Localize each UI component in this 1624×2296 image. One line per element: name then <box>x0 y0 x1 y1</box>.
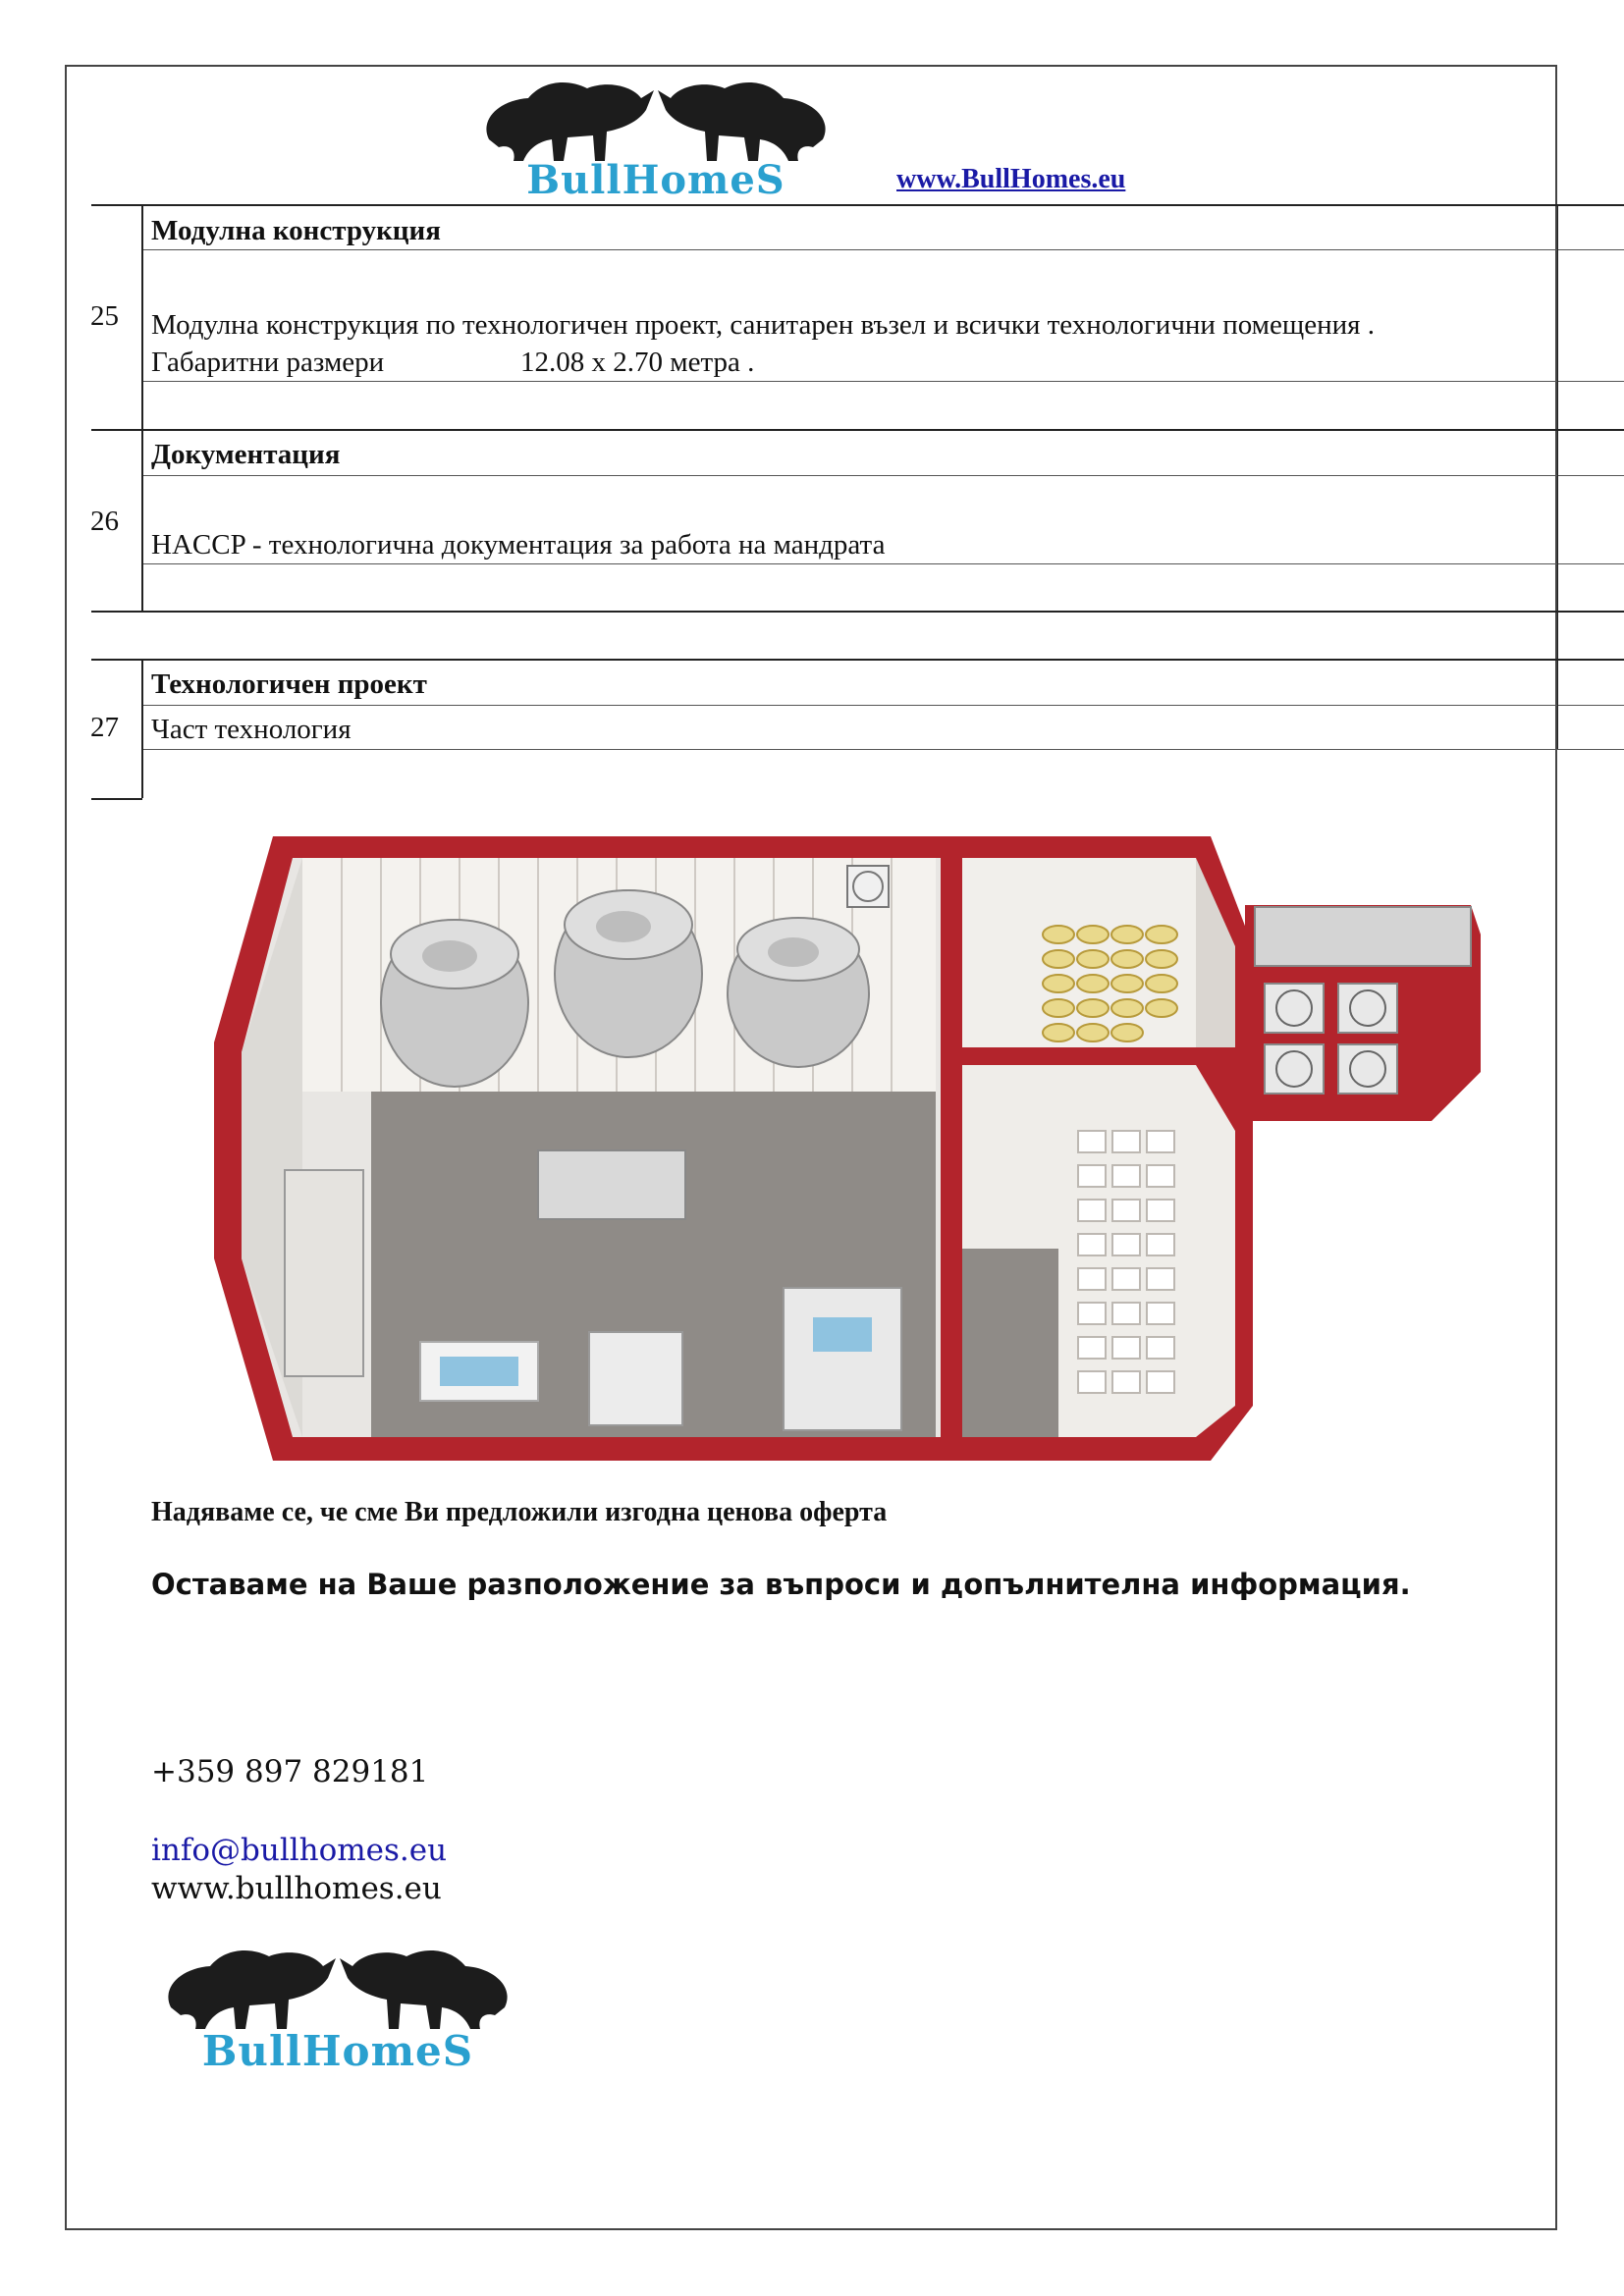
section-26-description: HACCP - технологична документация за работа на мандрата <box>151 529 886 561</box>
number-column-rule <box>141 204 143 611</box>
phone-number: +359 897 829181 <box>151 1754 429 1789</box>
section-25-number: 25 <box>90 300 119 332</box>
row-rule <box>142 705 1624 706</box>
number-column-rule <box>141 659 143 798</box>
table-top-rule <box>91 204 1624 206</box>
section-25-title: Модулна конструкция <box>151 215 441 246</box>
section-rule <box>91 659 1624 661</box>
row-rule <box>142 381 1624 382</box>
section-27-number: 27 <box>90 712 119 743</box>
row-rule <box>142 749 1624 750</box>
bulls-icon <box>151 1939 524 2037</box>
bulls-icon <box>469 71 842 169</box>
email-link[interactable]: info@bullhomes.eu <box>151 1833 448 1868</box>
footer-brand-text: BullHomeS <box>201 2027 474 2075</box>
dairy-floorplan-illustration <box>214 836 1481 1461</box>
section-rule <box>91 611 1624 613</box>
section-25-dimensions-value: 12.08 x 2.70 метра . <box>520 347 755 378</box>
section-26-title: Документация <box>151 439 341 470</box>
table-bottom-stub <box>91 798 142 800</box>
section-25-dimensions-label: Габаритни размери <box>151 347 385 378</box>
right-column-rule <box>1557 204 1558 749</box>
footer-website-link[interactable]: www.bullhomes.eu <box>151 1871 442 1906</box>
row-rule <box>142 563 1624 564</box>
section-27-title: Технологичен проект <box>151 668 427 700</box>
header-logo <box>469 71 842 203</box>
row-rule <box>142 249 1624 250</box>
section-27-description: Част технология <box>151 714 352 745</box>
section-rule <box>91 429 1624 431</box>
availability-message: Оставаме на Ваше разположение за въпроси и допълнителна информация. <box>151 1568 1411 1601</box>
section-26-number: 26 <box>90 506 119 537</box>
header-website-link[interactable]: www.BullHomes.eu <box>896 164 1126 194</box>
section-25-description: Модулна конструкция по технологичен проект, санитарен възел и всички технологични помещения . <box>151 309 1375 341</box>
offer-message: Надяваме се, че сме Ви предложили изгодна ценова оферта <box>151 1497 888 1527</box>
row-rule <box>142 475 1624 476</box>
footer-logo <box>151 1939 524 2076</box>
header-brand-text: BullHomeS <box>526 157 785 203</box>
